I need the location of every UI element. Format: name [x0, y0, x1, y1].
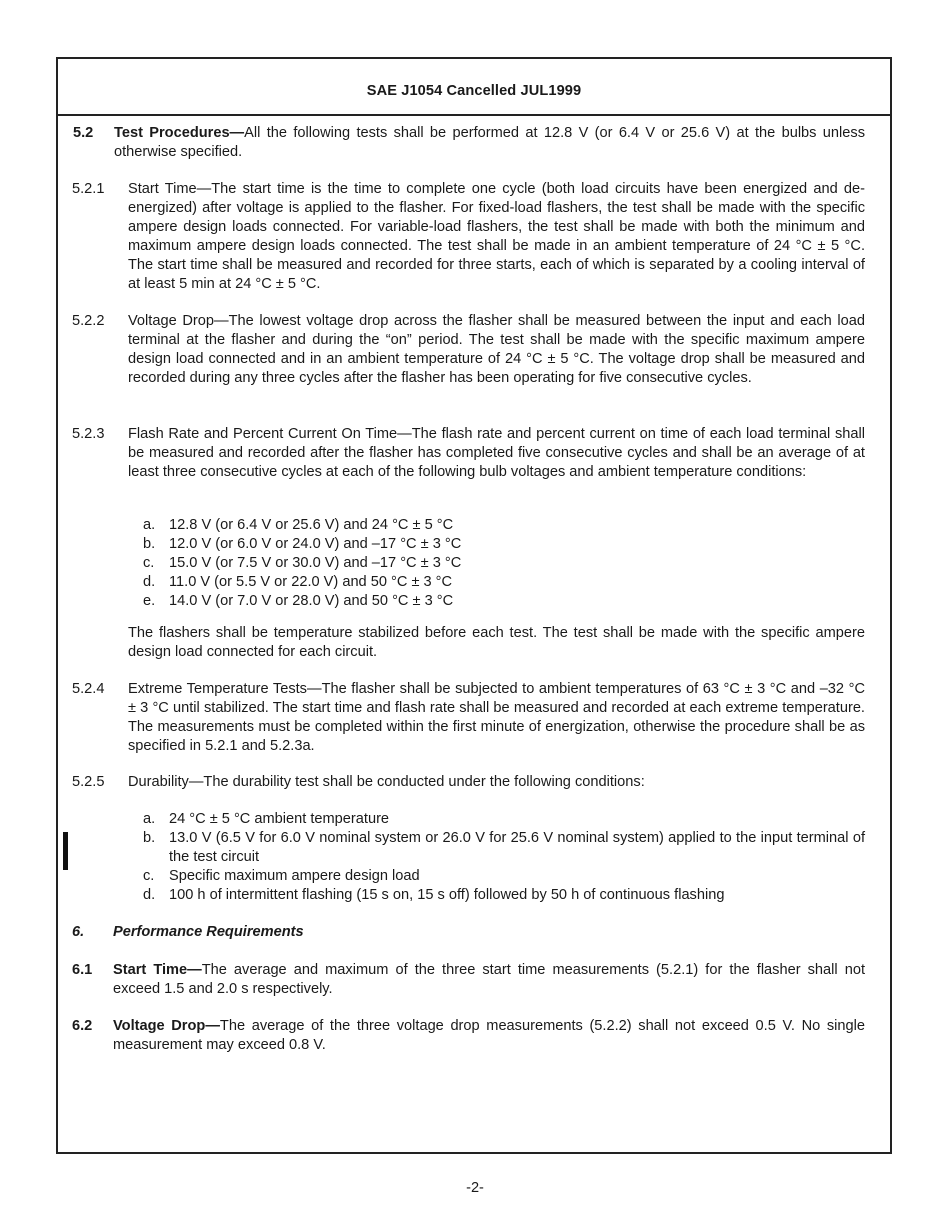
section-number: 6.1	[72, 962, 93, 978]
list-item-text: 14.0 V (or 7.0 V or 28.0 V) and 50 °C ± 3 °C	[169, 593, 454, 609]
section-number: 6.2	[72, 1018, 93, 1034]
section-heading: Voltage Drop—	[128, 313, 229, 329]
section-number: 5.2.1	[72, 181, 105, 197]
section-heading: Start Time—	[113, 962, 202, 978]
list-item-text: 13.0 V (6.5 V for 6.0 V nominal system or 26.0 V for 25.6 V nominal system) applied to the input terminal of the test circuit	[169, 830, 865, 865]
list-marker: b.	[143, 830, 156, 846]
section-heading: Voltage Drop—	[113, 1018, 220, 1034]
list-item	[143, 886, 865, 905]
document-title: SAE J1054 Cancelled JUL1999	[366, 83, 582, 99]
list-item	[143, 592, 863, 611]
section-heading: Flash Rate and Percent Current On Time—	[128, 426, 412, 442]
section-number: 5.2.2	[72, 313, 105, 329]
list-marker: d.	[143, 574, 156, 590]
list-marker: a.	[143, 517, 156, 533]
condition-list	[143, 516, 863, 611]
section-body	[128, 180, 865, 293]
section-text: The flasher shall be subjected to ambient temperatures of 63 °C ± 3 °C and –32 °C ± 3 °C until stabilized. The start time and flash rate shall be measured and recorded at each extreme temperature. The measurements must be completed within the first minute of energization, otherwise the procedure shall be as specified in 5.2.1 and 5.2.3a.	[128, 681, 866, 754]
list-item	[143, 810, 865, 829]
section-body	[128, 680, 865, 756]
list-item-text: 100 h of intermittent flashing (15 s on, 15 s off) followed by 50 h of continuous flashing	[169, 887, 725, 903]
list-item-text: 15.0 V (or 7.5 V or 30.0 V) and –17 °C ± 3 °C	[169, 555, 462, 571]
section-note: The flashers shall be temperature stabilized before each test. The test shall be made with the specific ampere design load connected for each circuit.	[128, 625, 865, 660]
list-item-text: 11.0 V (or 5.5 V or 22.0 V) and 50 °C ± 3 °C	[169, 574, 453, 590]
section-heading: Start Time—	[128, 181, 212, 197]
list-marker: a.	[143, 811, 156, 827]
section-body	[128, 312, 865, 388]
section-heading: Extreme Temperature Tests—	[128, 681, 322, 697]
list-marker: d.	[143, 887, 156, 903]
section-number: 6.	[72, 924, 85, 940]
section-text: The durability test shall be conducted under the following conditions:	[203, 774, 645, 790]
revision-change-bar	[63, 832, 68, 870]
section-body	[128, 425, 865, 482]
section-text: The lowest voltage drop across the flasher shall be measured between the input and each load terminal at the flasher and during the “on” period. The test shall be made with the specific maximum ampere design load connected and in an ambient temperature of 24 °C ± 5 °C. The voltage drop shall be measured and recorded during any three cycles after the flasher has been operating for five consecutive cycles.	[128, 313, 865, 386]
section-text: The start time is the time to complete one cycle (both load circuits have been energized and de-energized) after voltage is applied to the flasher. For fixed-load flashers, the test shall be made with the specific ampere design loads connected. For variable-load flashers, the test shall be made with both the minimum and maximum ampere design loads connected. The test shall be made in an ambient temperature of 24 °C ± 5 °C. The start time shall be measured and recorded for three starts, each of which is separated by a cooling interval of at least 5 min at 24 °C ± 5 °C.	[128, 181, 866, 292]
section-text: The average of the three voltage drop measurements (5.2.2) shall not exceed 0.5 V. No single measurement may exceed 0.8 V.	[113, 1018, 865, 1053]
document-header	[58, 59, 890, 116]
section-heading: Performance Requirements	[113, 924, 304, 940]
section-text: The flash rate and percent current on time of each load terminal shall be measured and recorded after the flasher has completed five consecutive cycles and shall be an average of at least three consecutive cycles at each of the following bulb voltages and ambient temperature conditions:	[128, 426, 865, 480]
list-marker: c.	[143, 868, 155, 884]
list-item-text: 24 °C ± 5 °C ambient temperature	[169, 811, 390, 827]
section-number: 5.2.3	[72, 426, 105, 442]
list-item	[143, 554, 863, 573]
section-body	[114, 124, 865, 162]
list-item	[143, 535, 863, 554]
page-number: -2-	[466, 1180, 484, 1196]
list-item-text: 12.0 V (or 6.0 V or 24.0 V) and –17 °C ± 3 °C	[169, 536, 462, 552]
section-text: The average and maximum of the three start time measurements (5.2.1) for the flasher shall not exceed 1.5 and 2.0 s respectively.	[113, 962, 865, 997]
list-marker: e.	[143, 593, 156, 609]
list-item-text: Specific maximum ampere design load	[169, 868, 420, 884]
section-body	[113, 961, 865, 999]
list-item	[143, 516, 863, 535]
section-body	[113, 1017, 865, 1055]
list-marker: c.	[143, 555, 155, 571]
list-marker: b.	[143, 536, 156, 552]
section-number: 5.2	[73, 125, 94, 141]
condition-list	[143, 810, 865, 905]
section-heading: Test Procedures—	[114, 125, 245, 141]
list-item-text: 12.8 V (or 6.4 V or 25.6 V) and 24 °C ± 5 °C	[169, 517, 454, 533]
list-item	[143, 829, 865, 867]
section-text: All the following tests shall be performed at 12.8 V (or 6.4 V or 25.6 V) at the bulbs unless otherwise specified.	[114, 125, 865, 160]
section-number: 5.2.5	[72, 774, 105, 790]
section-heading: Durability—	[128, 774, 204, 790]
section-body	[128, 773, 865, 792]
list-item	[143, 573, 863, 592]
list-item	[143, 867, 865, 886]
section-number: 5.2.4	[72, 681, 105, 697]
